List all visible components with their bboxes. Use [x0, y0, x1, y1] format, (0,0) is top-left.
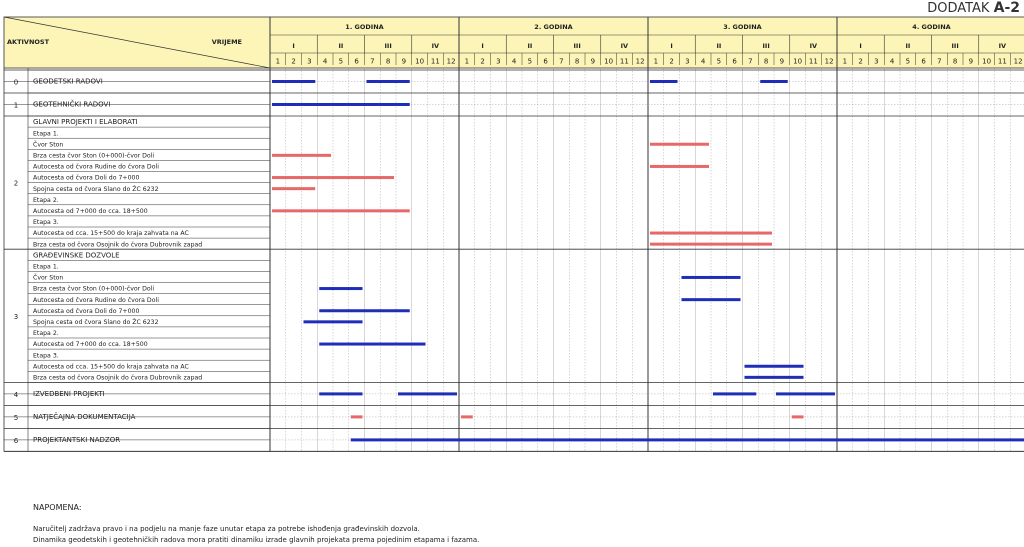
- quarter-header: III: [384, 42, 392, 50]
- activity-number: 6: [13, 436, 19, 445]
- month-header: 2: [858, 57, 863, 66]
- quarter-header: III: [951, 42, 959, 50]
- activity-label: Autocesta od čvora Rudine do čvora Doli: [33, 296, 159, 304]
- activity-label: Autocesta od 7+000 do cca. 18+500: [33, 341, 148, 349]
- header-activity-label: AKTIVNOST: [7, 38, 50, 46]
- year-header: 4. GODINA: [912, 23, 951, 31]
- month-header: 6: [921, 57, 926, 66]
- quarter-header: I: [859, 42, 862, 50]
- activity-label: GEOTEHNIČKI RADOVI: [33, 100, 111, 109]
- activity-label: GEODETSKI RADOVI: [33, 77, 103, 86]
- gantt-bar-blue: [304, 320, 363, 323]
- activity-label: Brza cesta čvor Ston (0+000)-čvor Doli: [33, 152, 155, 160]
- month-header: 8: [385, 57, 391, 66]
- activity-label: NATJEČAJNA DOKUMENTACIJA: [33, 412, 136, 421]
- activity-label: Brza cesta čvor Ston (0+000)-čvor Doli: [33, 285, 155, 293]
- month-header: 3: [496, 57, 501, 66]
- addendum-code: A-2: [993, 0, 1020, 16]
- activity-label: Autocesta od cca. 15+500 do kraja zahvata na AC: [33, 363, 189, 371]
- activity-number: 4: [13, 390, 19, 399]
- gantt-bar-blue: [319, 343, 425, 346]
- gantt-bar-red: [272, 176, 394, 179]
- year-header: 2. GODINA: [534, 23, 573, 31]
- note-line-2: Dinamika geodetskih i geotehničkih radova mora pratiti dinamiku izrade glavnih projekata prema pojedinim etapama i fazama.: [33, 536, 480, 544]
- quarter-header: II: [905, 42, 911, 50]
- activity-label: Autocesta od cca. 15+500 do kraja zahvata na AC: [33, 230, 189, 238]
- activity-label: IZVEDBENI PROJEKTI: [33, 389, 105, 398]
- gantt-bar-blue: [745, 365, 804, 368]
- note-line-1: Naručitelj zadržava pravo i na podjelu na manje faze unutar etapa za potrebe ishođenja građevinskih dozvola.: [33, 525, 420, 533]
- gantt-bar-red: [792, 415, 804, 418]
- month-header: 3: [685, 57, 690, 66]
- month-header: 8: [763, 57, 769, 66]
- month-header: 5: [905, 57, 911, 66]
- gantt-bar-blue: [745, 376, 804, 379]
- activity-number: 0: [13, 78, 19, 87]
- month-header: 6: [354, 57, 359, 66]
- month-header: 10: [604, 57, 614, 66]
- gantt-bar-blue: [760, 80, 788, 83]
- gantt-bar-blue: [351, 438, 1024, 441]
- gantt-bar-blue: [713, 392, 756, 395]
- activity-label: Spojna cesta od čvora Slano do ŽC 6232: [33, 319, 159, 326]
- quarter-header: III: [573, 42, 581, 50]
- month-header: 5: [716, 57, 722, 66]
- gantt-bar-blue: [650, 80, 678, 83]
- month-header: 2: [669, 57, 674, 66]
- month-header: 9: [401, 57, 407, 66]
- month-header: 11: [808, 57, 818, 66]
- activity-label: Brza cesta od čvora Osojnik do čvora Dubrovnik zapad: [33, 374, 203, 382]
- gantt-bar-blue: [319, 392, 362, 395]
- gantt-bar-red: [272, 154, 331, 157]
- gantt-bar-blue: [272, 103, 410, 106]
- gantt-bar-blue: [319, 309, 410, 312]
- gantt-bar-blue: [367, 80, 410, 83]
- month-header: 9: [968, 57, 974, 66]
- month-header: 5: [338, 57, 344, 66]
- month-header: 12: [824, 57, 834, 66]
- gantt-bar-blue: [272, 80, 315, 83]
- month-header: 3: [874, 57, 879, 66]
- activity-label: Autocesta od 7+000 do cca. 18+500: [33, 208, 148, 215]
- month-header: 11: [430, 57, 440, 66]
- month-header: 10: [982, 57, 992, 66]
- gantt-bar-red: [272, 209, 410, 212]
- month-header: 4: [889, 57, 895, 66]
- month-header: 5: [527, 57, 533, 66]
- addendum-prefix: DODATAK: [927, 1, 990, 16]
- month-header: 10: [415, 57, 425, 66]
- activity-label: Autocesta od čvora Doli do 7+000: [33, 307, 140, 315]
- month-header: 4: [511, 57, 517, 66]
- month-header: 6: [543, 57, 548, 66]
- gantt-bar-red: [650, 143, 709, 146]
- activity-label: Čvor Ston: [33, 141, 64, 149]
- activity-label: GRAĐEVINSKE DOZVOLE: [33, 251, 120, 260]
- month-header: 4: [322, 57, 328, 66]
- month-header: 3: [307, 57, 312, 66]
- month-header: 1: [464, 57, 470, 66]
- gantt-bar-red: [272, 187, 315, 190]
- gantt-bar-blue: [682, 298, 741, 301]
- year-header: 3. GODINA: [723, 23, 762, 31]
- month-header: 7: [937, 57, 942, 66]
- quarter-header: IV: [809, 42, 818, 50]
- month-header: 9: [590, 57, 596, 66]
- month-header: 12: [635, 57, 645, 66]
- quarter-header: IV: [431, 42, 440, 50]
- activity-label: Autocesta od čvora Rudine do čvora Doli: [33, 163, 159, 171]
- activity-number: 1: [13, 101, 19, 110]
- gantt-bar-red: [650, 165, 709, 168]
- activity-label: GLAVNI PROJEKTI I ELABORATI: [33, 118, 138, 127]
- month-header: 6: [732, 57, 737, 66]
- month-header: 1: [842, 57, 848, 66]
- activity-label: Spojna cesta od čvora Slano do ŽC 6232: [33, 185, 159, 193]
- activity-label: Etapa 2.: [33, 196, 59, 204]
- activity-label: Autocesta od čvora Doli do 7+000: [33, 174, 140, 182]
- month-header: 7: [748, 57, 753, 66]
- month-header: 12: [446, 57, 456, 66]
- month-header: 9: [779, 57, 785, 66]
- month-header: 4: [700, 57, 706, 66]
- month-header: 2: [291, 57, 296, 66]
- month-header: 8: [952, 57, 958, 66]
- gantt-bar-blue: [398, 392, 457, 395]
- month-header: 7: [370, 57, 375, 66]
- activity-label: Etapa 1.: [33, 263, 59, 271]
- quarter-header: IV: [620, 42, 629, 50]
- activity-label: Brza cesta od čvora Osojnik do čvora Dubrovnik zapad: [33, 241, 203, 249]
- quarter-header: IV: [998, 42, 1007, 50]
- gantt-bar-red: [650, 243, 772, 246]
- activity-number: 5: [13, 413, 19, 422]
- year-header: 1. GODINA: [345, 23, 384, 31]
- gantt-bar-red: [351, 415, 363, 418]
- month-header: 1: [275, 57, 281, 66]
- gantt-bar-blue: [682, 276, 741, 279]
- month-header: 11: [619, 57, 629, 66]
- quarter-header: I: [292, 42, 295, 50]
- quarter-header: III: [762, 42, 770, 50]
- month-header: 8: [574, 57, 580, 66]
- month-header: 1: [653, 57, 659, 66]
- quarter-header: II: [527, 42, 533, 50]
- gantt-bar-blue: [776, 392, 835, 395]
- month-header: 10: [793, 57, 803, 66]
- gantt-bar-blue: [319, 287, 362, 290]
- activity-label: Etapa 3.: [33, 352, 59, 360]
- quarter-header: II: [716, 42, 722, 50]
- quarter-header: I: [670, 42, 673, 50]
- quarter-header: I: [481, 42, 484, 50]
- quarter-header: II: [338, 42, 344, 50]
- month-header: 2: [480, 57, 485, 66]
- activity-label: Etapa 3.: [33, 219, 59, 227]
- gantt-bar-red: [650, 232, 772, 235]
- activity-number: 2: [13, 179, 19, 188]
- activity-label: PROJEKTANTSKI NADZOR: [33, 435, 121, 444]
- month-header: 11: [997, 57, 1007, 66]
- month-header: 7: [559, 57, 564, 66]
- header-time-label: VRIJEME: [211, 38, 242, 46]
- activity-number: 3: [13, 312, 19, 321]
- activity-label: Etapa 1.: [33, 130, 59, 138]
- activity-label: Etapa 2.: [33, 330, 59, 338]
- activity-label: Čvor Ston: [33, 274, 64, 282]
- gantt-bar-red: [461, 415, 473, 418]
- notes-title: NAPOMENA:: [33, 503, 82, 512]
- month-header: 12: [1013, 57, 1023, 66]
